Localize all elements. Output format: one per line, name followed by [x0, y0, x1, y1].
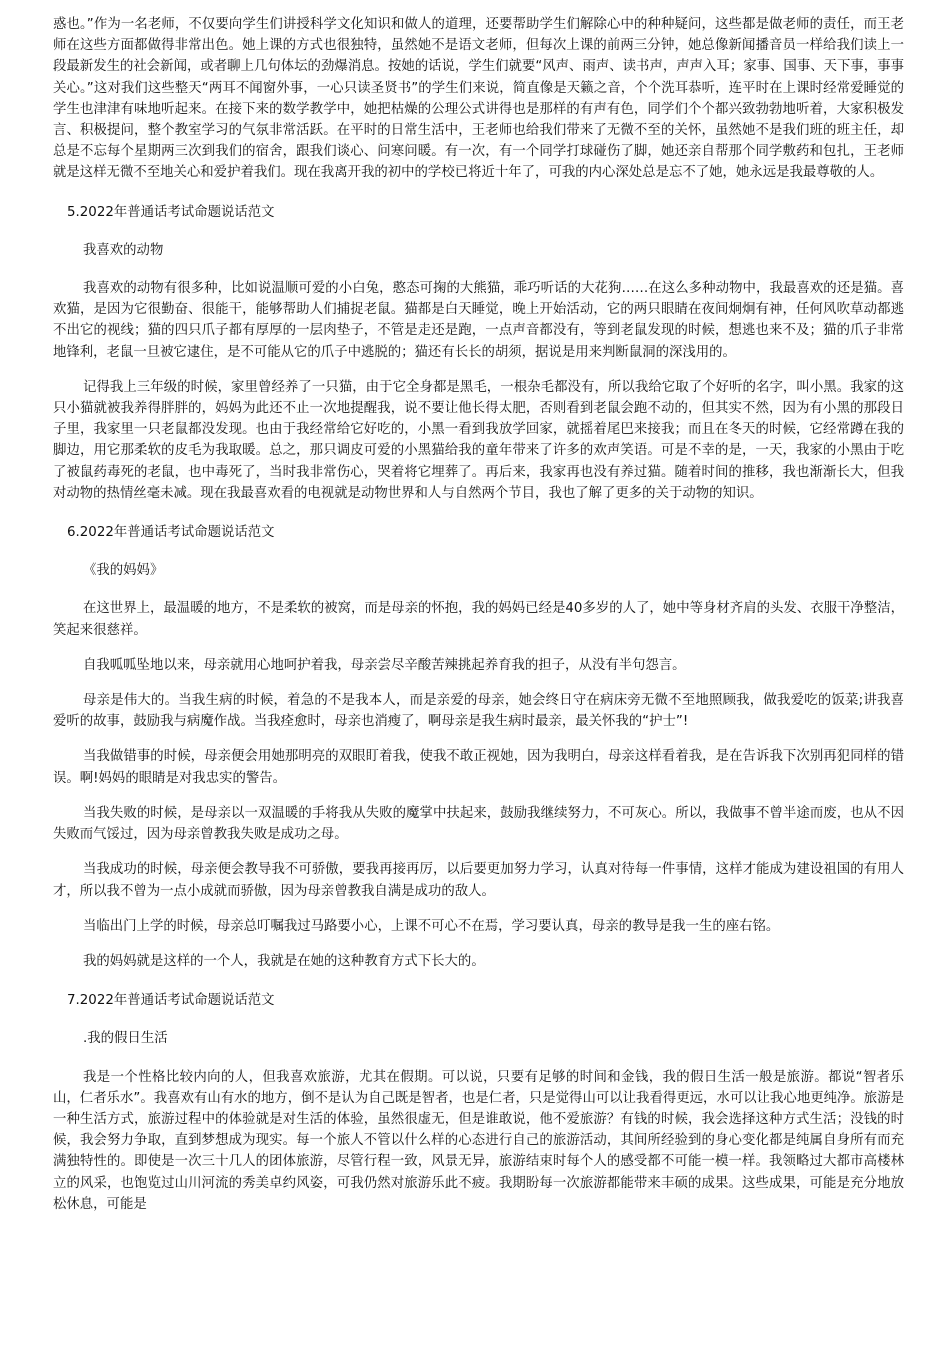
- paragraph: 在这世界上，最温暖的地方，不是柔软的被窝，而是母亲的怀抱，我的妈妈已经是40多岁的人了，她中等身材齐肩的头发、衣服干净整洁，笑起来很慈祥。: [53, 601, 904, 638]
- section-5: [53, 202, 904, 504]
- paragraph: 我是一个性格比较内向的人，但我喜欢旅游，尤其在假期。可以说，只要有足够的时间和金钱，我的假日生活一般是旅游。都说“智者乐山，仁者乐水”。我喜欢有山有水的地方，倒不是认为自己既是智者，也是仁者，只是觉得山可以让我看得更远，水可以让我心地更纯净。旅游是一种生活方式，旅游过程中的体验就是对生活的体验，虽然很虚无，但是谁敢说，他不爱旅游？有钱的时候，我会选择这种方式生活；没钱的时候，我会努力争取，直到梦想成为现实。每一个旅人不管以什么样的心态进行自己的旅游活动，其间所经验到的身心变化都是纯属自身所有而充满独特性的。即使是一次三十几人的团体旅游，尽管行程一致，风景无异，旅游结束时每个人的感受都不可能一模一样。我领略过大都市高楼林立的风采，也饱览过山川河流的秀美卓约风姿，可我仍然对旅游乐此不疲。我期盼每一次旅游都能带来丰硕的成果。这些成果，可能是充分地放松休息，可能是: [53, 1069, 904, 1212]
- paragraph: 我的妈妈就是这样的一个人，我就是在她的这种教育方式下长大的。: [83, 953, 485, 969]
- paragraph: 当我成功的时候，母亲便会教导我不可骄傲，要我再接再厉，以后要更加努力学习，认真对待每一件事情，这样才能成为建设祖国的有用人才，所以我不曾为一点小成就而骄傲，因为母亲曾教我自满是成功的敌人。: [53, 862, 904, 899]
- section-heading: 7.2022年普通话考试命题说话范文: [67, 993, 275, 1009]
- section-heading: 5.2022年普通话考试命题说话范文: [67, 204, 275, 220]
- paragraph: 我喜欢的动物有很多种，比如说温顺可爱的小白兔，憨态可掬的大熊猫，乖巧听话的大花狗……在这么多种动物中，我最喜欢的还是猫。喜欢猫，是因为它很勤奋、很能干，能够帮助人们捕捉老鼠。猫都是白天睡觉，晚上开始活动，它的两只眼睛在夜间炯炯有神，任何风吹草动都逃不出它的视线；猫的四只爪子都有厚厚的一层肉垫子，不管是走还是跑，一点声音都没有，等到老鼠发现的时候，想逃也来不及；猫的爪子非常地锋利，老鼠一旦被它逮住，是不可能从它的爪子中逃脱的；猫还有长长的胡须，据说是用来判断鼠洞的深浅用的。: [53, 281, 904, 360]
- essay-title: .我的假日生活: [83, 1031, 168, 1047]
- essay-title: 我喜欢的动物: [83, 242, 164, 258]
- paragraph: 自我呱呱坠地以来，母亲就用心地呵护着我，母亲尝尽辛酸苦辣挑起养育我的担子，从没有半句怨言。: [83, 657, 686, 673]
- section-6: [53, 522, 904, 972]
- paragraph: 当我做错事的时候，母亲便会用她那明亮的双眼盯着我，使我不敢正视她，因为我明白，母亲这样看着我，是在告诉我下次别再犯同样的错误。啊!妈妈的眼睛是对我忠实的警告。: [53, 749, 904, 786]
- section-heading: 6.2022年普通话考试命题说话范文: [67, 525, 275, 541]
- document-body: [53, 14, 904, 1229]
- paragraph: 记得我上三年级的时候，家里曾经养了一只猫，由于它全身都是黑毛，一根杂毛都没有，所以我给它取了个好听的名字，叫小黑。我家的这只小猫就被我养得胖胖的，妈妈为此还不止一次地提醒我，说不要让他长得太肥，否则看到老鼠会跑不动的，但其实不然，因为有小黑的那段日子里，我家里一只老鼠都没发现。也由于我经常给它好吃的，小黑一看到我放学回家，就摇着尾巴来接我；而且在冬天的时候，它经常蹲在我的脚边，用它那柔软的皮毛为我取暖。总之，那只调皮可爱的小黑猫给我的童年带来了许多的欢声笑语。可是不幸的是，一天，我家的小黑由于吃了被鼠药毒死的老鼠，也中毒死了，当时我非常伤心，哭着将它埋葬了。再后来，我家再也没有养过猫。随着时间的推移，我也渐渐长大，但我对动物的热情丝毫未减。现在我最喜欢看的电视就是动物世界和人与自然两个节目，我也了解了更多的关于动物的知识。: [53, 379, 904, 501]
- essay-title: 《我的妈妈》: [83, 563, 164, 579]
- intro-paragraph: 惑也。”作为一名老师，不仅要向学生们讲授科学文化知识和做人的道理，还要帮助学生们解除心中的种种疑问，这些都是做老师的责任，而王老师在这些方面都做得非常出色。她上课的方式也很独特，虽然她不是语文老师，但每次上课的前两三分钟，她总像新闻播音员一样给我们读上一段最新发生的社会新闻，或者聊上几句体坛的劲爆消息。按她的话说，学生们就要“风声、雨声、读书声，声声入耳；家事、国事、天下事，事事关心。”这对我们这些整天“两耳不闻窗外事，一心只读圣贤书”的学生们来说，简直像是天籁之音，个个洗耳恭听，连平时在上课时经常爱睡觉的学生也津津有味地听起来。在接下来的数学教学中，她把枯燥的公理公式讲得也是那样的有声有色，同学们个个都兴致勃勃地听着，大家积极发言、积极提问，整个教室学习的气氛非常活跃。在平时的日常生活中，王老师也给我们带来了无微不至的关怀，虽然她不是我们班的班主任，却总是不忘每个星期两三次到我们的宿舍，跟我们谈心、问寒问暖。有一次，有一个同学打球碰伤了脚，她还亲自帮那个同学敷药和包扎，王老师就是这样无微不至地关心和爱护着我们。现在我离开我的初中的学校已将近十年了，可我的内心深处总是忘不了她，她永远是我最尊敬的人。: [53, 17, 904, 181]
- paragraph: 母亲是伟大的。当我生病的时候，着急的不是我本人，而是亲爱的母亲，她会终日守在病床旁无微不至地照顾我，做我爱吃的饭菜;讲我喜爱听的故事，鼓励我与病魔作战。当我痊愈时，母亲也消瘦了，啊母亲是我生病时最亲，最关怀我的“护士”!: [53, 693, 904, 730]
- paragraph: 当我失败的时候，是母亲以一双温暖的手将我从失败的魔掌中扶起来，鼓励我继续努力，不可灰心。所以，我做事不曾半途而废，也从不因失败而气馁过，因为母亲曾教我失败是成功之母。: [53, 805, 904, 843]
- section-7: [53, 990, 904, 1215]
- paragraph: 当临出门上学的时候，母亲总叮嘱我过马路要小心，上课不可心不在焉，学习要认真，母亲的教导是我一生的座右铭。: [83, 918, 780, 934]
